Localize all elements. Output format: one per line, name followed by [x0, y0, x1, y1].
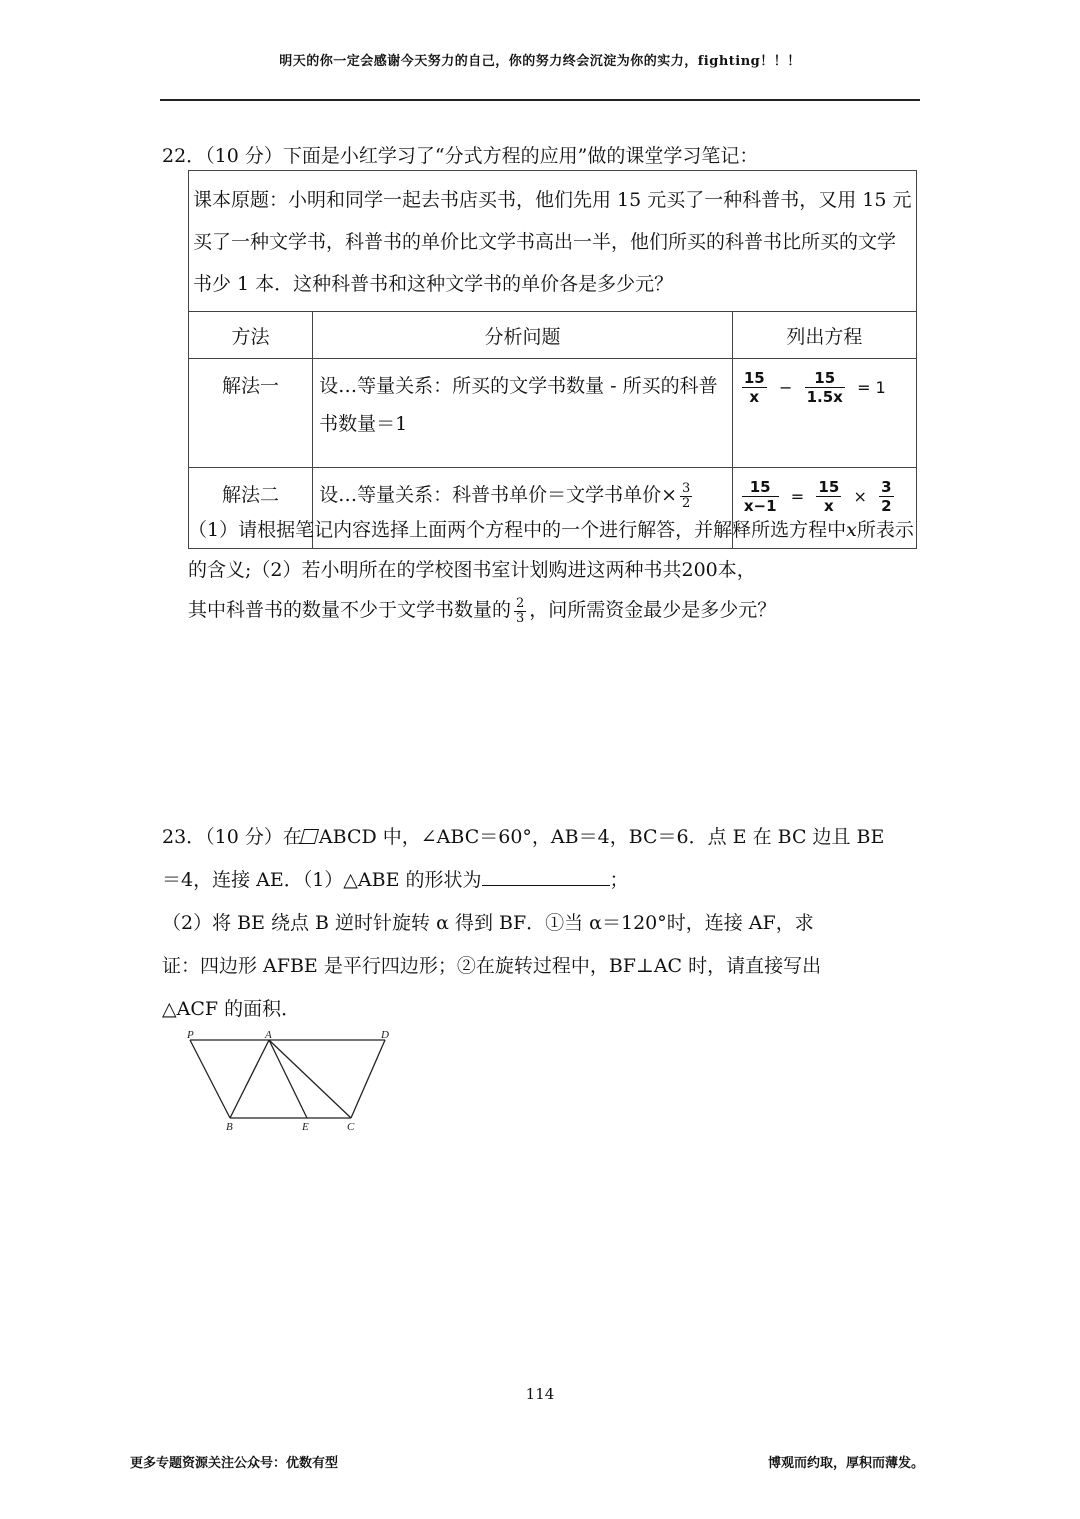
- header-equation: 列出方程: [732, 312, 916, 359]
- q22-title: 22．（10 分）下面是小红学习了“分式方程的应用”做的课堂学习笔记：: [162, 145, 759, 167]
- q23-line1-a: 23．（10 分）在: [162, 826, 302, 848]
- footer-right: 博观而约取，厚积而薄发。: [768, 1456, 925, 1471]
- q22-part2-text-b: ，问所需资金最少是多少元？: [529, 599, 777, 621]
- geometry-figure: [185, 1030, 395, 1135]
- equation-1: [732, 359, 916, 468]
- eq2-num2: 15: [818, 478, 840, 496]
- eq1-num2: 15: [805, 369, 845, 388]
- q23-line2-b: ；: [609, 869, 629, 891]
- eq1-minus: −: [778, 378, 793, 397]
- label-P: P: [187, 1030, 194, 1041]
- q23-line4: 证：四边形 AFBE 是平行四边形；②在旋转过程中，BF⊥AC 时，请直接写出: [162, 955, 822, 977]
- eq2-num3: 3: [881, 478, 892, 496]
- eq2-num1: 15: [742, 478, 779, 497]
- line-AB: [230, 1040, 269, 1118]
- q23-line2-a: ＝4，连接 AE．（1）△ABE 的形状为: [162, 869, 482, 891]
- q23-line1: [162, 816, 922, 859]
- label-B: B: [226, 1121, 233, 1133]
- q22-part1: [188, 510, 920, 590]
- q23-line3: （2）将 BE 绕点 B 逆时针旋转 α 得到 BF．①当 α＝120°时，连接 AF，求: [162, 912, 814, 934]
- q22-part2-frac-num: 2: [516, 595, 525, 611]
- q22-part2-text-a: 其中科普书的数量不少于文学书数量的: [188, 599, 512, 621]
- label-D: D: [381, 1030, 389, 1041]
- q22-part1-text: （1）请根据笔记内容选择上面两个方程中的一个进行解答，并解释所选方程中: [188, 519, 847, 541]
- header-motto: 明天的你一定会感谢今天努力的自己，你的努力终会沉淀为你的实力，fighting！！！: [279, 54, 801, 69]
- original-problem: 课本原题：小明和同学一起去书店买书，他们先用 15 元买了一种科普书，又用 15 元买了一种文学书，科普书的单价比文学书高出一半，他们所买的科普书比所买的文学书少 1 本．这种科普书和这种文学书的单价各是多少元？: [189, 171, 917, 312]
- parallelogram-icon: [300, 829, 319, 844]
- header-rule: [160, 99, 920, 101]
- method-1: 解法一: [189, 359, 313, 468]
- answer-blank: [482, 865, 610, 886]
- eq1-den1: x: [749, 388, 760, 406]
- analysis-2-frac-num: 3: [682, 480, 691, 496]
- line-AC: [269, 1040, 351, 1118]
- label-A: A: [265, 1030, 272, 1041]
- header-method: 方法: [189, 312, 313, 359]
- label-C: C: [347, 1121, 355, 1133]
- table-row: [189, 359, 917, 468]
- eq1-den2: 1.5x: [806, 388, 843, 406]
- header-analysis: 分析问题: [313, 312, 733, 359]
- method-2: 解法二: [189, 468, 313, 549]
- analysis-2-frac-den: 2: [682, 495, 691, 511]
- analysis-1: 设…等量关系：所买的文学书数量 - 所买的科普书数量＝1: [313, 359, 733, 468]
- q22-part2: [188, 590, 920, 630]
- eq2-den3: 2: [881, 497, 892, 515]
- eq2-equals: =: [790, 487, 805, 506]
- line-AE: [269, 1040, 307, 1118]
- q23-line2: [162, 859, 922, 902]
- notes-table: [188, 170, 917, 549]
- label-E: E: [302, 1121, 309, 1133]
- q23: [162, 816, 922, 1031]
- page-number: 114: [525, 1385, 555, 1403]
- eq2-den1: x−1: [743, 497, 777, 515]
- q23-line1-b: ABCD 中，∠ABC＝60°，AB＝4，BC＝6．点 E 在 BC 边且 BE: [318, 826, 885, 848]
- q22-questions: [188, 510, 920, 630]
- line-PB: [190, 1040, 230, 1118]
- line-DC: [351, 1040, 385, 1118]
- eq2-times: ×: [853, 487, 867, 506]
- analysis-2-text: 设…等量关系：科普书单价＝文学书单价×: [319, 484, 678, 506]
- eq2-den2: x: [823, 497, 834, 515]
- q22-part1-text-b: 所表示的含义;（2）若小明所在的学校图书室计划购进这两种书共200本，: [188, 519, 914, 581]
- footer-left: 更多专题资源关注公众号：优数有型: [130, 1456, 339, 1471]
- eq1-rhs: = 1: [857, 378, 886, 397]
- eq1-num1: 15: [743, 369, 765, 387]
- q22-part2-frac-den: 3: [516, 610, 525, 626]
- q23-line5: △ACF 的面积．: [162, 998, 301, 1020]
- q22-var-x: x: [846, 519, 857, 541]
